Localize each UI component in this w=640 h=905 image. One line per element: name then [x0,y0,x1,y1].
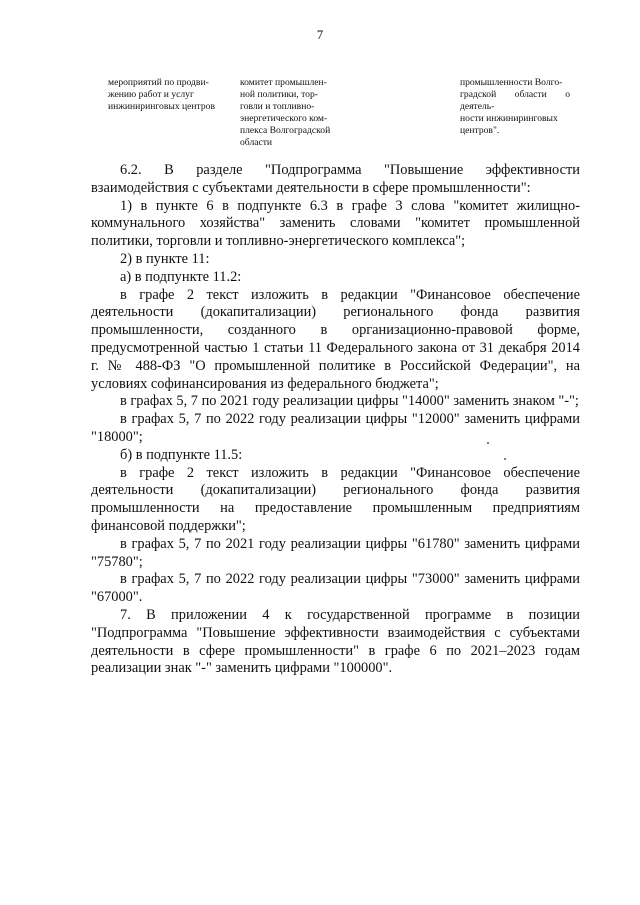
table-cell-result [460,77,570,137]
table-line: инжиниринговых центров [108,101,215,112]
table-line: ной политики, тор- [240,89,318,100]
paragraph: 2) в пункте 11: [120,250,210,267]
table-cell-executor [240,77,348,149]
table-line: промышленности Волго- [460,77,563,88]
paragraph: 1) в пункте 6 в подпункте 6.3 в графе 3 слова "комитет жилищно-коммунального хозяйства" заменить словами "комитет промышленной политики, торговли и топливно-энергетического комплекса"; [91,197,580,250]
table-line: энергетического ком- [240,113,328,124]
scan-speck [487,442,489,444]
paragraph: в графах 5, 7 по 2021 году реализации цифры "14000" заменить знаком "-"; [120,393,579,410]
table-line: жению работ и услуг [108,89,194,100]
table-line: говли и топливно- [240,101,315,112]
paragraph: в графе 2 текст изложить в редакции "Финансовое обеспечение деятельности (докапитализации) регионального фонда развития промышленности на предоставление промышленным предприятиям финансовой поддержки"; [91,464,580,534]
paragraph: 7. В приложении 4 к государственной программе в позиции "Подпрограмма "Повышение эффективности взаимодействия с субъектами деятельности в сфере промышленности" в графе 6 по 2021–2023 годам реализации знак "-" заменить цифрами "100000". [91,606,580,677]
scan-speck [504,458,506,460]
document-body [91,162,580,678]
table-line: ности инжиниринговых [460,113,558,124]
paragraph: в графах 5, 7 по 2022 году реализации цифры "73000" заменить цифрами "67000". [91,571,580,606]
table-line: мероприятий по продви- [108,77,209,88]
paragraph: в графах 5, 7 по 2022 году реализации цифры "12000" заменить цифрами "18000"; [91,411,580,445]
paragraph: в графах 5, 7 по 2021 году реализации цифры "61780" заменить цифрами "75780"; [91,535,580,570]
table-line: области [240,137,273,148]
table-line: центров". [460,125,500,136]
table-line: плекса Волгоградской [240,125,331,136]
paragraph: б) в подпункте 11.5: [120,446,243,463]
page-number: 7 [316,27,324,42]
paragraph: а) в подпункте 11.2: [120,268,242,285]
section-heading-paragraph: 6.2. В разделе "Подпрограмма "Повышение эффективности взаимодействия с субъектами деятельности в сфере промышленности": [91,162,580,196]
paragraph: в графе 2 текст изложить в редакции "Финансовое обеспечение деятельности (докапитализации) регионального фонда развития промышленности, созданного в организационно-правовой форме, предусмотренной частью 1 статьи 11 Федерального закона от 31 декабря 2014 г. № 488-ФЗ "О промышленной политике в Российской Федерации", на условиях софинансирования из федерального бюджета"; [91,286,580,392]
table-line: комитет промышлен- [240,77,327,88]
table-line: градской области о деятель- [460,89,570,112]
table-cell-measure [108,77,230,113]
